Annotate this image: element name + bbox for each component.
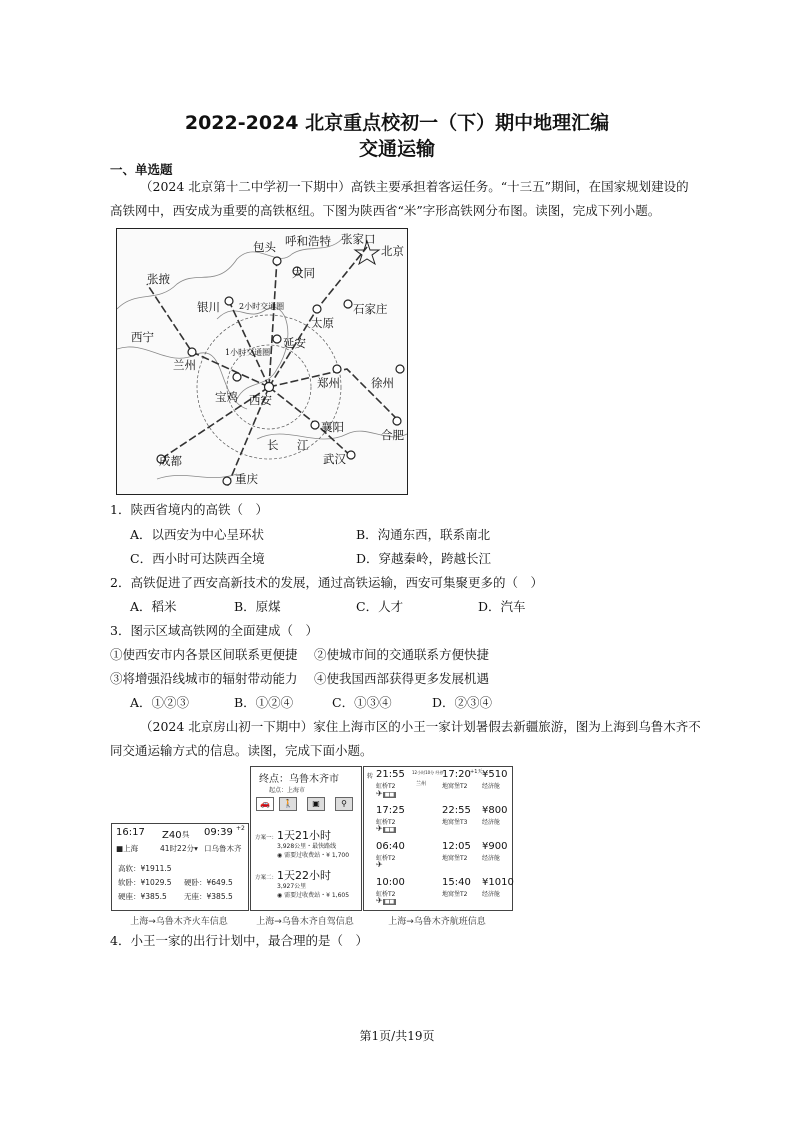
- flight-arr-plus: +1天: [470, 769, 483, 775]
- q1-stem: 1．陕西省境内的高铁（ ）: [110, 502, 268, 517]
- map-label: 包头: [253, 240, 276, 254]
- drive-caption: 上海→乌鲁木齐自驾信息: [256, 917, 354, 927]
- flight-class: 经济舱: [482, 783, 501, 790]
- flight-dep-time: 06:40: [376, 841, 405, 852]
- train-fare: 硬卧：¥649.5: [184, 878, 233, 887]
- flight-arr-time: 17:20: [442, 769, 471, 780]
- transfer-mark: 转: [367, 773, 374, 780]
- map-label: 石家庄: [353, 302, 388, 316]
- map-label: 徐州: [371, 376, 394, 390]
- map-label: 重庆: [235, 472, 258, 486]
- plane-icon: ✈: [376, 860, 383, 869]
- plan2-distance: 3,927公里: [277, 883, 307, 890]
- flight-dep-airport: 虹桥T2: [376, 855, 396, 862]
- plan2-time: 1天22小时: [277, 869, 331, 882]
- flight-dep-airport: 虹桥T2: [376, 891, 396, 898]
- flight-arr-airport: 地窝堡T2: [442, 855, 468, 862]
- flight-dep-airport: 虹桥T2: [376, 783, 396, 790]
- flight-dep-time: 10:00: [376, 877, 405, 888]
- flight-dep-time: 17:25: [376, 805, 405, 816]
- train-fare: 硬座：¥385.5: [118, 892, 167, 901]
- train-fare: 软卧：¥1029.5: [118, 878, 172, 887]
- map-label: 襄阳: [321, 420, 344, 434]
- q2-stem: 2．高铁促进了西安高新技术的发展，通过高铁运输，西安可集聚更多的（ ）: [110, 575, 543, 590]
- train-duration: 41时22分▾: [160, 844, 198, 853]
- q3-option-d: D．②③④: [432, 695, 493, 710]
- flight-arr-time: 12:05: [442, 841, 471, 852]
- plan1-label: 方案一：: [255, 835, 278, 841]
- map-label: 大同: [292, 266, 315, 280]
- q1-option-d: D．穿越秦岭，跨越长江: [356, 551, 492, 566]
- plan2-label: 方案二：: [255, 875, 278, 881]
- q3-statement-1: ①使西安市内各景区间联系更便捷: [110, 647, 298, 662]
- intro2-line2: 同交通运输方式的信息。读图，完成下面小题。: [110, 743, 373, 758]
- bike-icon[interactable]: ⚲: [335, 797, 353, 811]
- map-label: 长: [267, 438, 279, 452]
- flight-class: 经济舱: [482, 891, 501, 898]
- train-number: Z40: [162, 830, 182, 841]
- flight-caption: 上海→乌鲁木齐航班信息: [388, 917, 486, 927]
- flight-row[interactable]: [364, 803, 512, 837]
- train-suffix: 呉: [182, 830, 190, 839]
- q3-statement-4: ④使我国西部获得更多发展机遇: [314, 671, 490, 686]
- flight-stop-city: 兰州: [416, 781, 427, 787]
- q3-option-a: A．①②③: [130, 695, 190, 710]
- map-label: 银川: [197, 300, 220, 314]
- train-arr-plus: +2: [236, 825, 245, 832]
- map-label: 合肥: [381, 428, 404, 442]
- walk-icon[interactable]: 🚶: [279, 797, 297, 811]
- intro2-line1: （2024 北京房山初一下期中）家住上海市区的小王一家计划暑假去新疆旅游，图为上海到乌鲁木齐不: [140, 719, 701, 734]
- drive-origin: 起点：上海市: [269, 787, 306, 794]
- q4-stem: 4．小王一家的出行计划中，最合理的是（ ）: [110, 933, 368, 948]
- q2-option-a: A．稻米: [130, 599, 177, 614]
- plane-icon: ✈ ■■: [376, 896, 395, 905]
- flight-arr-time: 15:40: [442, 877, 471, 888]
- plane-icon: ✈ ■■: [376, 824, 395, 833]
- flight-price: ¥510: [482, 769, 508, 780]
- document-subtitle: 交通运输: [358, 138, 435, 160]
- flight-row[interactable]: [364, 875, 512, 909]
- flight-class: 经济舱: [482, 855, 501, 862]
- q1-option-c: C．西小时可达陕西全境: [130, 551, 265, 566]
- plan1-distance: 3,928公里・最快路线: [277, 843, 337, 850]
- train-arr-time: 09:39: [204, 827, 233, 838]
- flight-stop-info: 12小时10分 经停: [412, 770, 444, 775]
- flight-price: ¥900: [482, 841, 508, 852]
- flight-arr-airport: 地窝堡T2: [442, 783, 468, 790]
- map-label: 兰州: [173, 358, 196, 372]
- map-label: 西宁: [131, 330, 154, 344]
- q3-statement-2: ②使城市间的交通联系方便快捷: [314, 647, 490, 662]
- flight-dep-time: 21:55: [376, 769, 405, 780]
- intro1-line1: （2024 北京第十二中学初一下期中）高铁主要承担着客运任务。“十三五”期间，在国家规划建设的: [140, 179, 689, 194]
- map-label: 宝鸡: [215, 390, 238, 404]
- railway-map: [116, 228, 408, 495]
- q2-option-d: D．汽车: [478, 599, 526, 614]
- section-heading: 一、单选题: [110, 162, 173, 177]
- document-title: 2022-2024 北京重点校初一（下）期中地理汇编: [184, 112, 610, 134]
- q3-option-b: B．①②④: [234, 695, 294, 710]
- flight-price: ¥800: [482, 805, 508, 816]
- flight-row[interactable]: [364, 767, 512, 803]
- car-icon[interactable]: 🚗: [256, 797, 274, 811]
- plan1-toll: ◉ 需要过收费站・¥ 1,700: [277, 852, 350, 859]
- q1-option-a: A．以西安为中心呈环状: [130, 527, 265, 542]
- flight-arr-airport: 地窝堡T3: [442, 819, 468, 826]
- train-caption: 上海→乌鲁木齐火车信息: [130, 917, 228, 927]
- flight-arr-time: 22:55: [442, 805, 471, 816]
- train-fare: 高软：¥1911.5: [118, 864, 172, 873]
- drive-destination: 终点：乌鲁木齐市: [259, 774, 339, 785]
- flight-info-panel: [363, 766, 513, 911]
- train-info-panel: [111, 823, 249, 911]
- flight-arr-airport: 地窝堡T2: [442, 891, 468, 898]
- intro1-line2: 高铁网中，西安成为重要的高铁枢纽。下图为陕西省“米”字形高铁网分布图。读图，完成下列小题。: [110, 203, 661, 218]
- train-from: ■上海: [116, 844, 139, 853]
- flight-row[interactable]: [364, 839, 512, 873]
- map-label: 2小时交通圈: [239, 302, 285, 311]
- flight-dep-airport: 虹桥T2: [376, 819, 396, 826]
- bus-icon[interactable]: ▣: [307, 797, 325, 811]
- train-dep-time: 16:17: [116, 827, 145, 838]
- q2-option-b: B．原煤: [234, 599, 281, 614]
- plan2-toll: ◉ 需要过收费站・¥ 1,605: [277, 892, 350, 899]
- q2-option-c: C．人才: [356, 599, 404, 614]
- map-label: 呼和浩特: [285, 234, 331, 248]
- drive-info-panel: [250, 766, 362, 911]
- q1-option-b: B．沟通东西，联系南北: [356, 527, 491, 542]
- q3-option-c: C．①③④: [332, 695, 392, 710]
- map-label: 江: [297, 438, 309, 452]
- train-fare: 无座：¥385.5: [184, 892, 233, 901]
- page-footer: 第1页/共19页: [359, 1029, 435, 1043]
- plane-icon: ✈ ■■: [376, 789, 395, 798]
- map-label: 武汉: [323, 452, 346, 466]
- map-label: 北京: [381, 244, 404, 258]
- map-label: 1小时交通圈: [225, 348, 271, 357]
- map-label: 成都: [159, 454, 182, 468]
- map-label: 郑州: [317, 376, 340, 390]
- plan1-time: 1天21小时: [277, 829, 331, 842]
- map-label: 延安: [283, 336, 306, 350]
- q3-statement-3: ③将增强沿线城市的辐射带动能力: [110, 671, 298, 686]
- map-label: 张掖: [147, 272, 170, 286]
- train-to: 口乌鲁木齐: [204, 844, 242, 853]
- map-label: 西安: [249, 393, 272, 407]
- map-label: 太原: [311, 316, 334, 330]
- flight-class: 经济舱: [482, 819, 501, 826]
- flight-price: ¥1010: [482, 877, 514, 888]
- map-label: 张家口: [341, 232, 376, 246]
- q3-stem: 3．图示区域高铁网的全面建成（ ）: [110, 623, 318, 638]
